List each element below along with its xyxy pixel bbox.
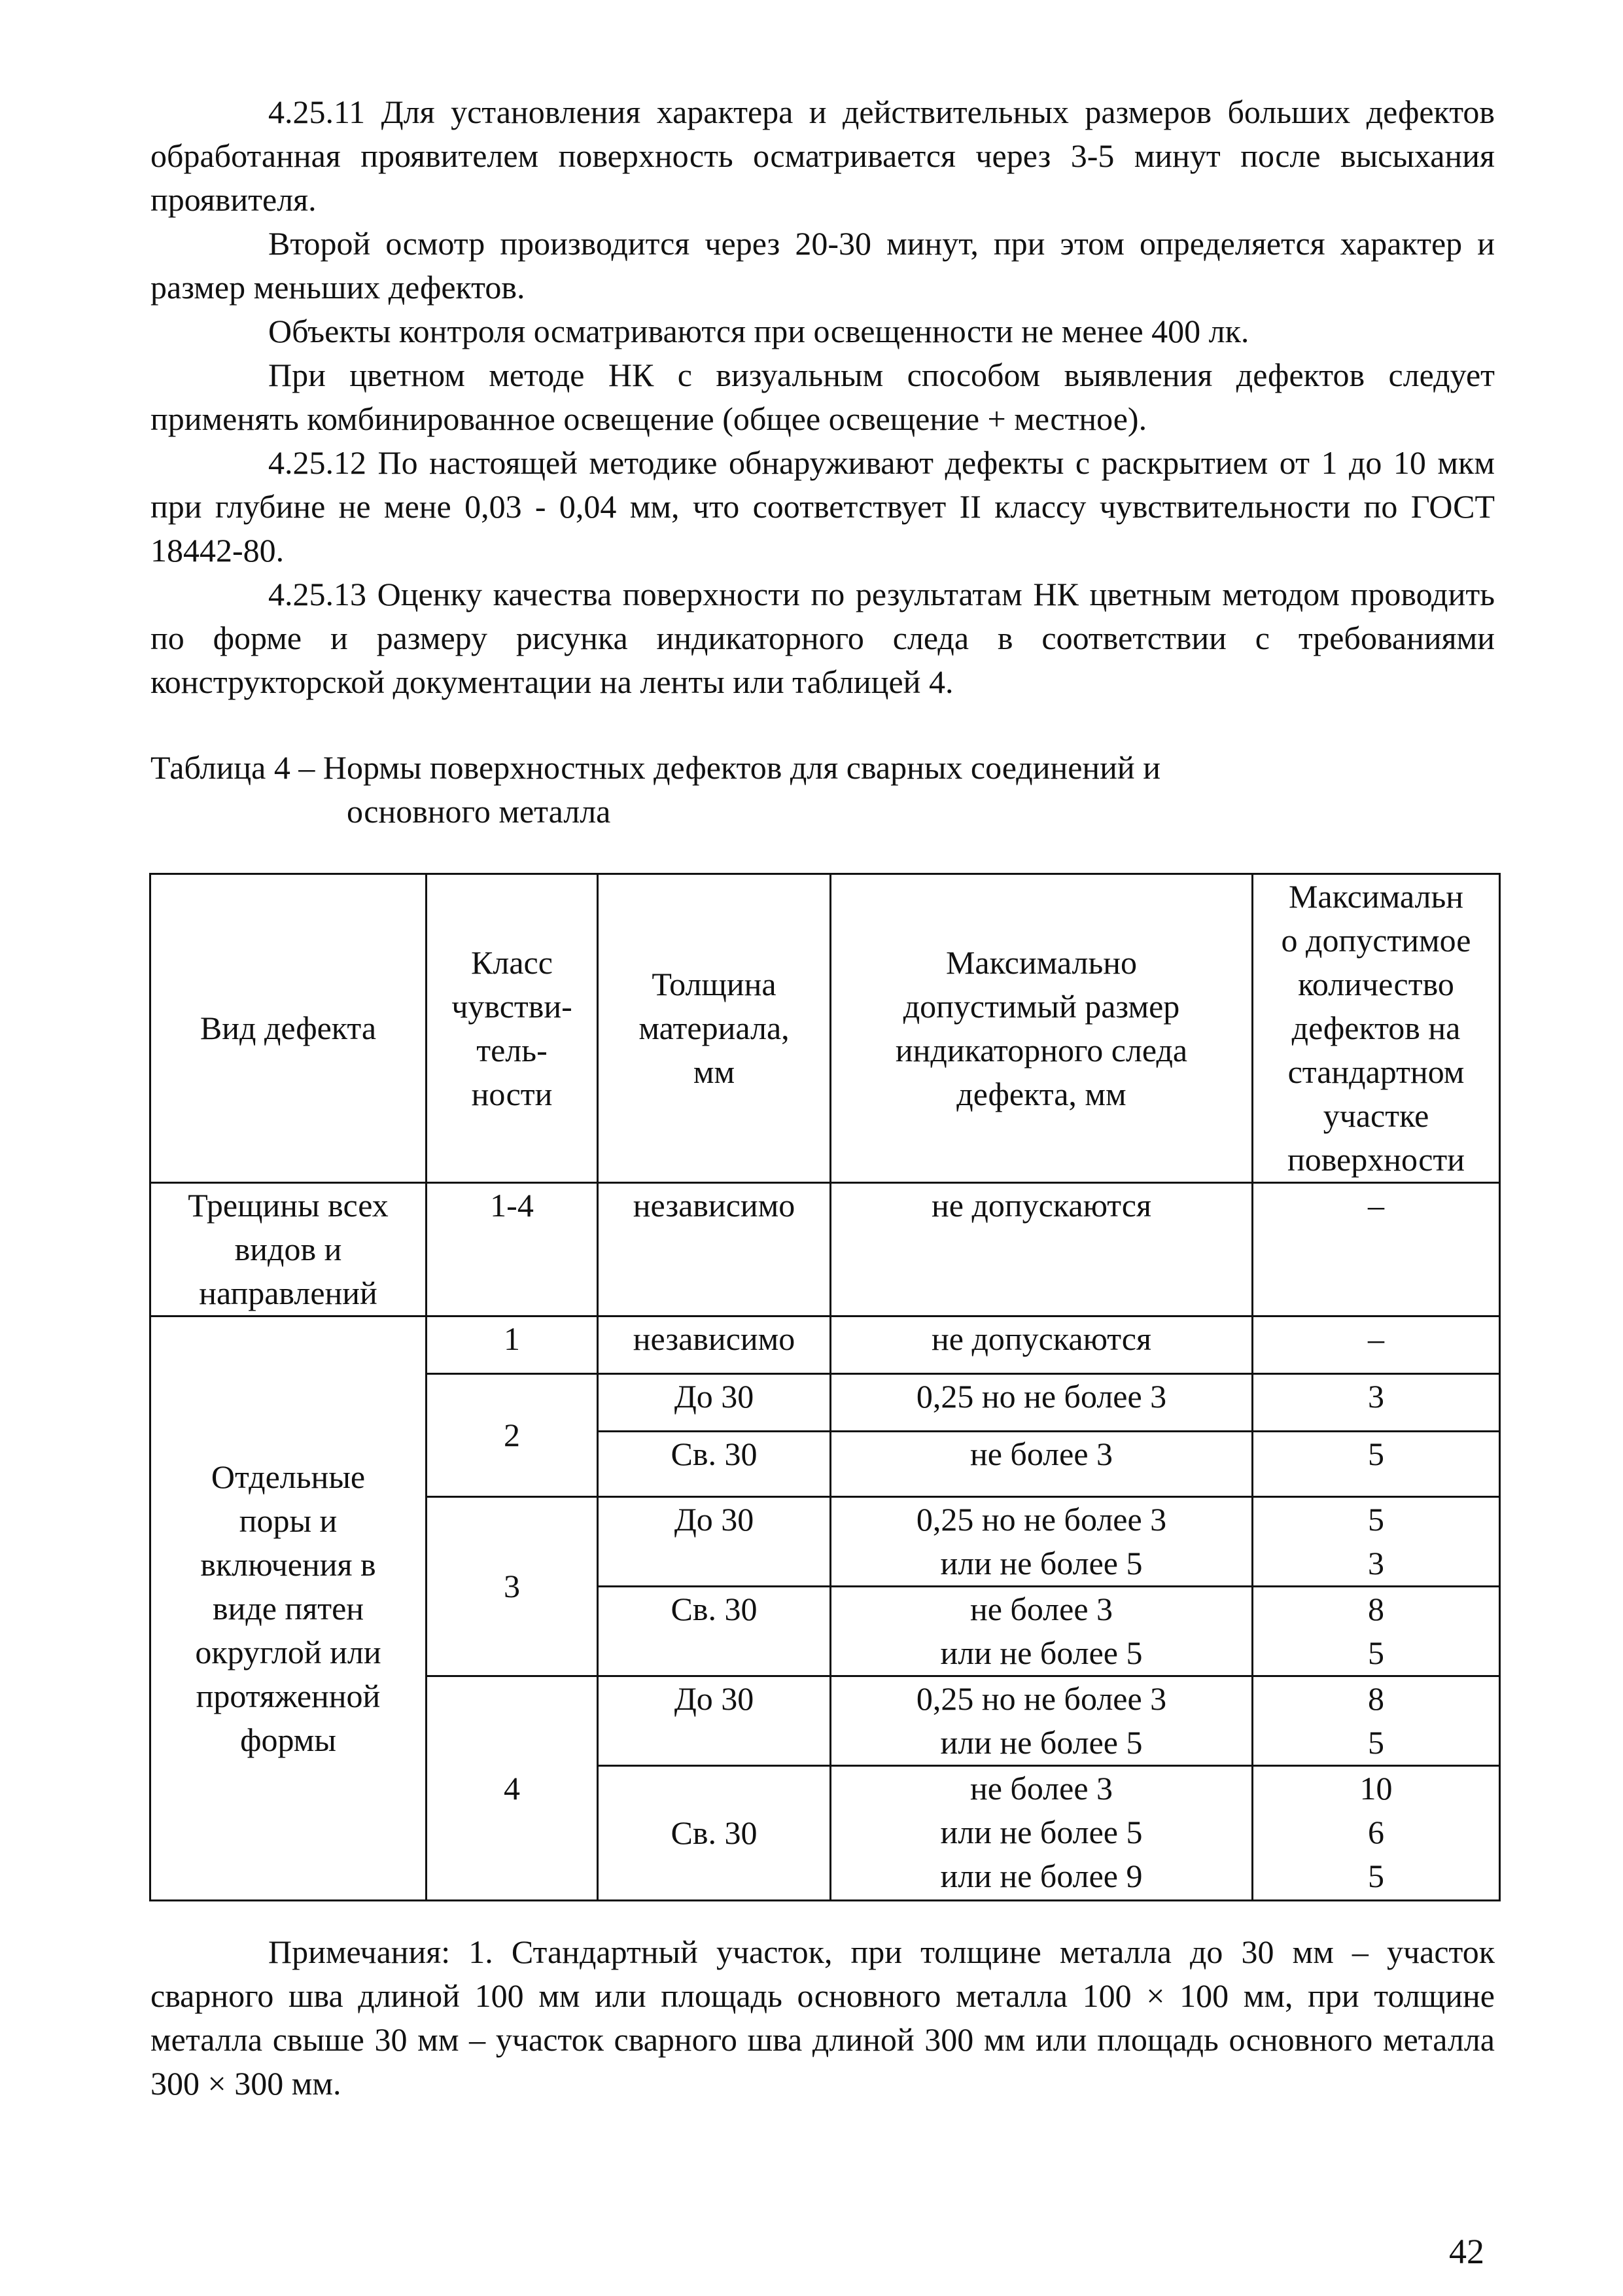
cell-count: – — [1253, 1183, 1500, 1316]
cell-size: 0,25 но не более 3 — [831, 1374, 1253, 1432]
cell-thickness: Св. 30 — [598, 1587, 831, 1676]
cell-defect-pores: Отдельные поры и включения в виде пятен округлой или протяженной формы — [150, 1316, 427, 1901]
header-defect-type: Вид дефекта — [150, 874, 427, 1183]
header-max-size: Максимально допустимый размер индикаторного следа дефекта, мм — [831, 874, 1253, 1183]
paragraph-illumination: Объекты контроля осматриваются при освещенности не менее 400 лк. — [268, 313, 1249, 349]
paragraph-4-25-13: 4.25.13 Оценку качества поверхности по результатам НК цветным методом проводить по форме и размеру рисунка индикаторного следа в соответствии с требованиями конструкторской документации на ленты или таблицей 4. — [150, 576, 1495, 700]
cell-size: не допускаются — [831, 1316, 1253, 1374]
cell-thickness: До 30 — [598, 1374, 831, 1432]
table-header-row — [150, 874, 1500, 1183]
cell-thickness: независимо — [598, 1316, 831, 1374]
cell-thickness: До 30 — [598, 1676, 831, 1766]
cell-thickness: Св. 30 — [598, 1766, 831, 1901]
cell-size: не допускаются — [831, 1183, 1253, 1316]
cell-size: не более 3 или не более 5 или не более 9 — [831, 1766, 1253, 1901]
cell-count: 8 5 — [1253, 1587, 1500, 1676]
paragraph-second-inspection: Второй осмотр производится через 20-30 минут, при этом определяется характер и размер меньших дефектов. — [150, 225, 1495, 306]
header-class: Класс чувстви- тель- ности — [427, 874, 598, 1183]
paragraph-4-25-11: 4.25.11 Для установления характера и действительных размеров больших дефектов обработанная проявителем поверхность осматривается через 3-5 минут после высыхания проявителя. — [150, 94, 1495, 218]
cell-count: – — [1253, 1316, 1500, 1374]
cell-defect-cracks: Трещины всех видов и направлений — [150, 1183, 427, 1316]
page-number: 42 — [1449, 2232, 1484, 2271]
cell-count: 3 — [1253, 1374, 1500, 1432]
table-row — [150, 1183, 1500, 1316]
table-caption-line1: Таблица 4 – Нормы поверхностных дефектов для сварных соединений и — [150, 749, 1161, 786]
cell-count: 8 5 — [1253, 1676, 1500, 1766]
paragraph-lighting: При цветном методе НК с визуальным способом выявления дефектов следует применять комбинированное освещение (общее освещение + местное). — [150, 357, 1495, 437]
cell-class: 4 — [427, 1676, 598, 1901]
defect-norms-table — [149, 873, 1501, 1901]
header-thickness: Толщина материала, мм — [598, 874, 831, 1183]
cell-class: 3 — [427, 1497, 598, 1676]
header-max-count: Максимальн о допустимое количество дефектов на стандартном участке поверхности — [1253, 874, 1500, 1183]
cell-count: 10 6 5 — [1253, 1766, 1500, 1901]
cell-thickness: До 30 — [598, 1497, 831, 1587]
cell-thickness: Св. 30 — [598, 1432, 831, 1497]
cell-size: 0,25 но не более 3 или не более 5 — [831, 1676, 1253, 1766]
cell-class: 1-4 — [427, 1183, 598, 1316]
table-row — [150, 1316, 1500, 1374]
table-notes: Примечания: 1. Стандартный участок, при толщине металла до 30 мм – участок сварного шва длиной 100 мм или площадь основного металла 100 × 100 мм, при толщине металла свыше 30 мм – участок сварного шва длиной 300 мм или площадь основного металла 300 × 300 мм. — [150, 1934, 1495, 2102]
table-caption-line2: основного металла — [347, 793, 611, 830]
cell-class: 2 — [427, 1374, 598, 1497]
cell-size: не более 3 — [831, 1432, 1253, 1497]
cell-size: 0,25 но не более 3 или не более 5 — [831, 1497, 1253, 1587]
cell-size: не более 3 или не более 5 — [831, 1587, 1253, 1676]
cell-thickness: независимо — [598, 1183, 831, 1316]
paragraph-4-25-12: 4.25.12 По настоящей методике обнаруживают дефекты с раскрытием от 1 до 10 мкм при глубине не мене 0,03 - 0,04 мм, что соответствует II классу чувствительности по ГОСТ 18442-80. — [150, 444, 1495, 569]
cell-class: 1 — [427, 1316, 598, 1374]
body-text — [150, 90, 1495, 704]
cell-count: 5 3 — [1253, 1497, 1500, 1587]
cell-count: 5 — [1253, 1432, 1500, 1497]
table-caption — [150, 746, 1495, 834]
